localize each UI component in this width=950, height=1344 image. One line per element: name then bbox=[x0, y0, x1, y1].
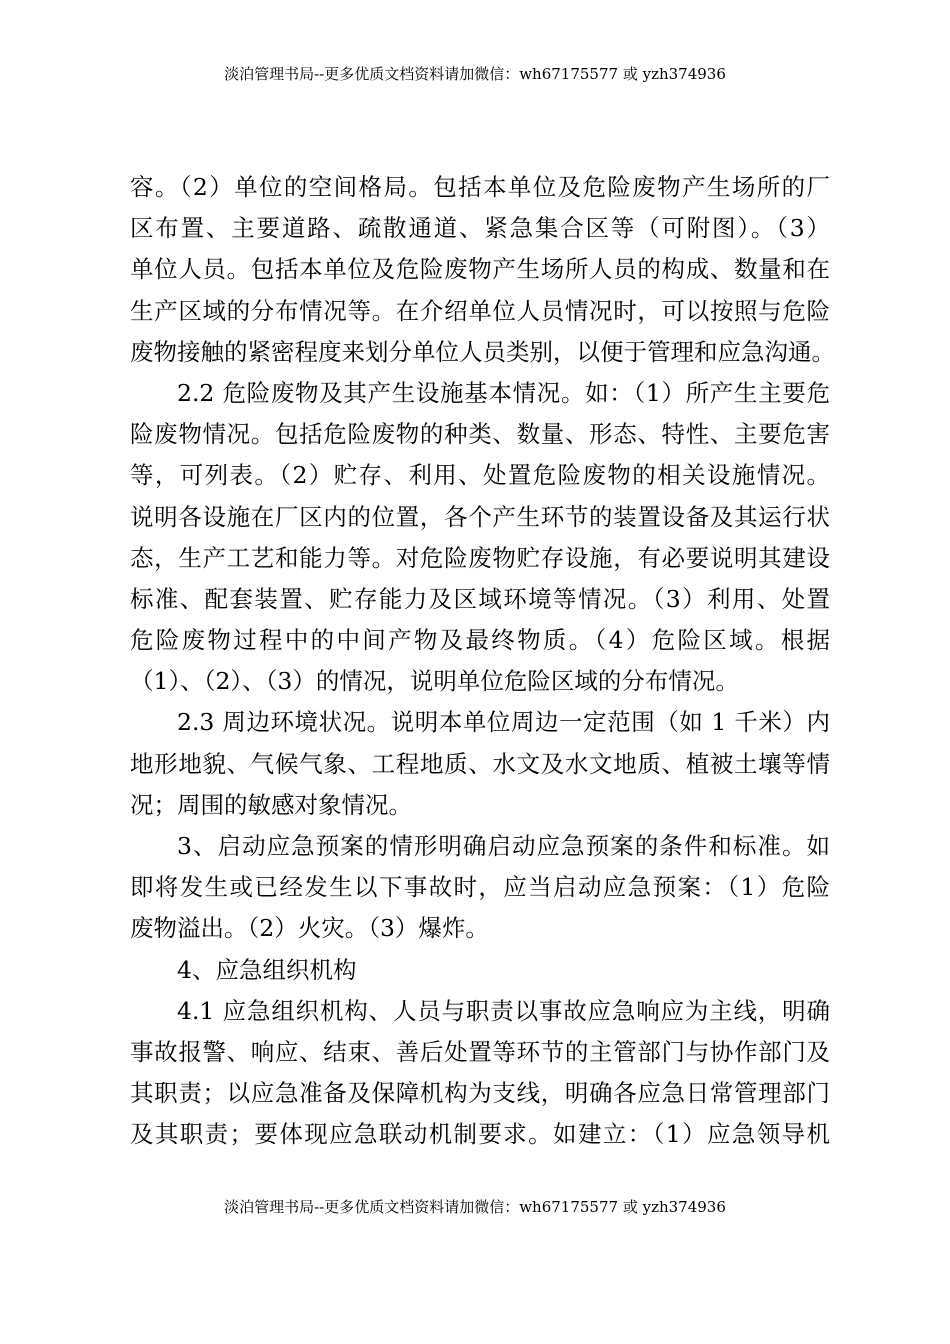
text-line: （1）、（2）、（3）的情况，说明单位危险区域的分布情况。 bbox=[130, 667, 739, 696]
text-line: 说明各设施在厂区内的位置，各个产生环节的装置设备及其运行状 bbox=[130, 502, 830, 531]
text-line: 废物接触的紧密程度来划分单位人员类别，以便于管理和应急沟通。 bbox=[130, 337, 835, 366]
text-line: 其职责；以应急准备及保障机构为支线，明确各应急日常管理部门 bbox=[130, 1079, 830, 1108]
text-line: 2.2 危险废物及其产生设施基本情况。如：（1）所产生主要危 bbox=[177, 378, 830, 407]
text-line: 地形地貌、气候气象、工程地质、水文及水文地质、植被土壤等情 bbox=[130, 749, 830, 778]
text-line: 险废物情况。包括危险废物的种类、数量、形态、特性、主要危害 bbox=[130, 420, 830, 449]
text-line: 2.3 周边环境状况。说明本单位周边一定范围（如 1 千米）内 bbox=[177, 708, 830, 737]
text-line: 区布置、主要道路、疏散通道、紧急集合区等（可附图）。（3） bbox=[130, 214, 830, 243]
text-line: 标准、配套装置、贮存能力及区域环境等情况。（3）利用、处置 bbox=[130, 584, 830, 613]
text-line: 态，生产工艺和能力等。对危险废物贮存设施，有必要说明其建设 bbox=[130, 543, 830, 572]
text-line: 容。（2）单位的空间格局。包括本单位及危险废物产生场所的厂 bbox=[130, 173, 830, 201]
section-heading: 4、应急组织机构 bbox=[177, 955, 357, 984]
text-line: 及其职责；要体现应急联动机制要求。如建立：（1）应急领导机 bbox=[130, 1120, 830, 1149]
text-line: 3、启动应急预案的情形明确启动应急预案的条件和标准。如 bbox=[177, 832, 830, 860]
page-footer: 淡泊管理书局--更多优质文档资料请加微信：wh67175577 或 yzh374936 bbox=[224, 1198, 726, 1216]
text-line: 事故报警、响应、结束、善后处置等环节的主管部门与协作部门及 bbox=[130, 1037, 830, 1066]
text-line: 况；周围的敏感对象情况。 bbox=[130, 790, 412, 819]
text-line: 单位人员。包括本单位及危险废物产生场所人员的构成、数量和在 bbox=[130, 255, 830, 284]
text-line: 4.1 应急组织机构、人员与职责以事故应急响应为主线，明确 bbox=[177, 996, 830, 1025]
text-line: 废物溢出。（2）火灾。（3）爆炸。 bbox=[130, 914, 489, 943]
text-line: 生产区域的分布情况等。在介绍单位人员情况时，可以按照与危险 bbox=[130, 296, 830, 325]
page-header: 淡泊管理书局--更多优质文档资料请加微信：wh67175577 或 yzh374936 bbox=[224, 65, 726, 83]
text-line: 即将发生或已经发生以下事故时，应当启动应急预案：（1）危险 bbox=[130, 873, 830, 902]
text-line: 等，可列表。（2）贮存、利用、处置危险废物的相关设施情况。 bbox=[130, 461, 830, 490]
document-body bbox=[130, 167, 835, 1156]
text-line: 危险废物过程中的中间产物及最终物质。（4）危险区域。根据 bbox=[130, 626, 830, 655]
